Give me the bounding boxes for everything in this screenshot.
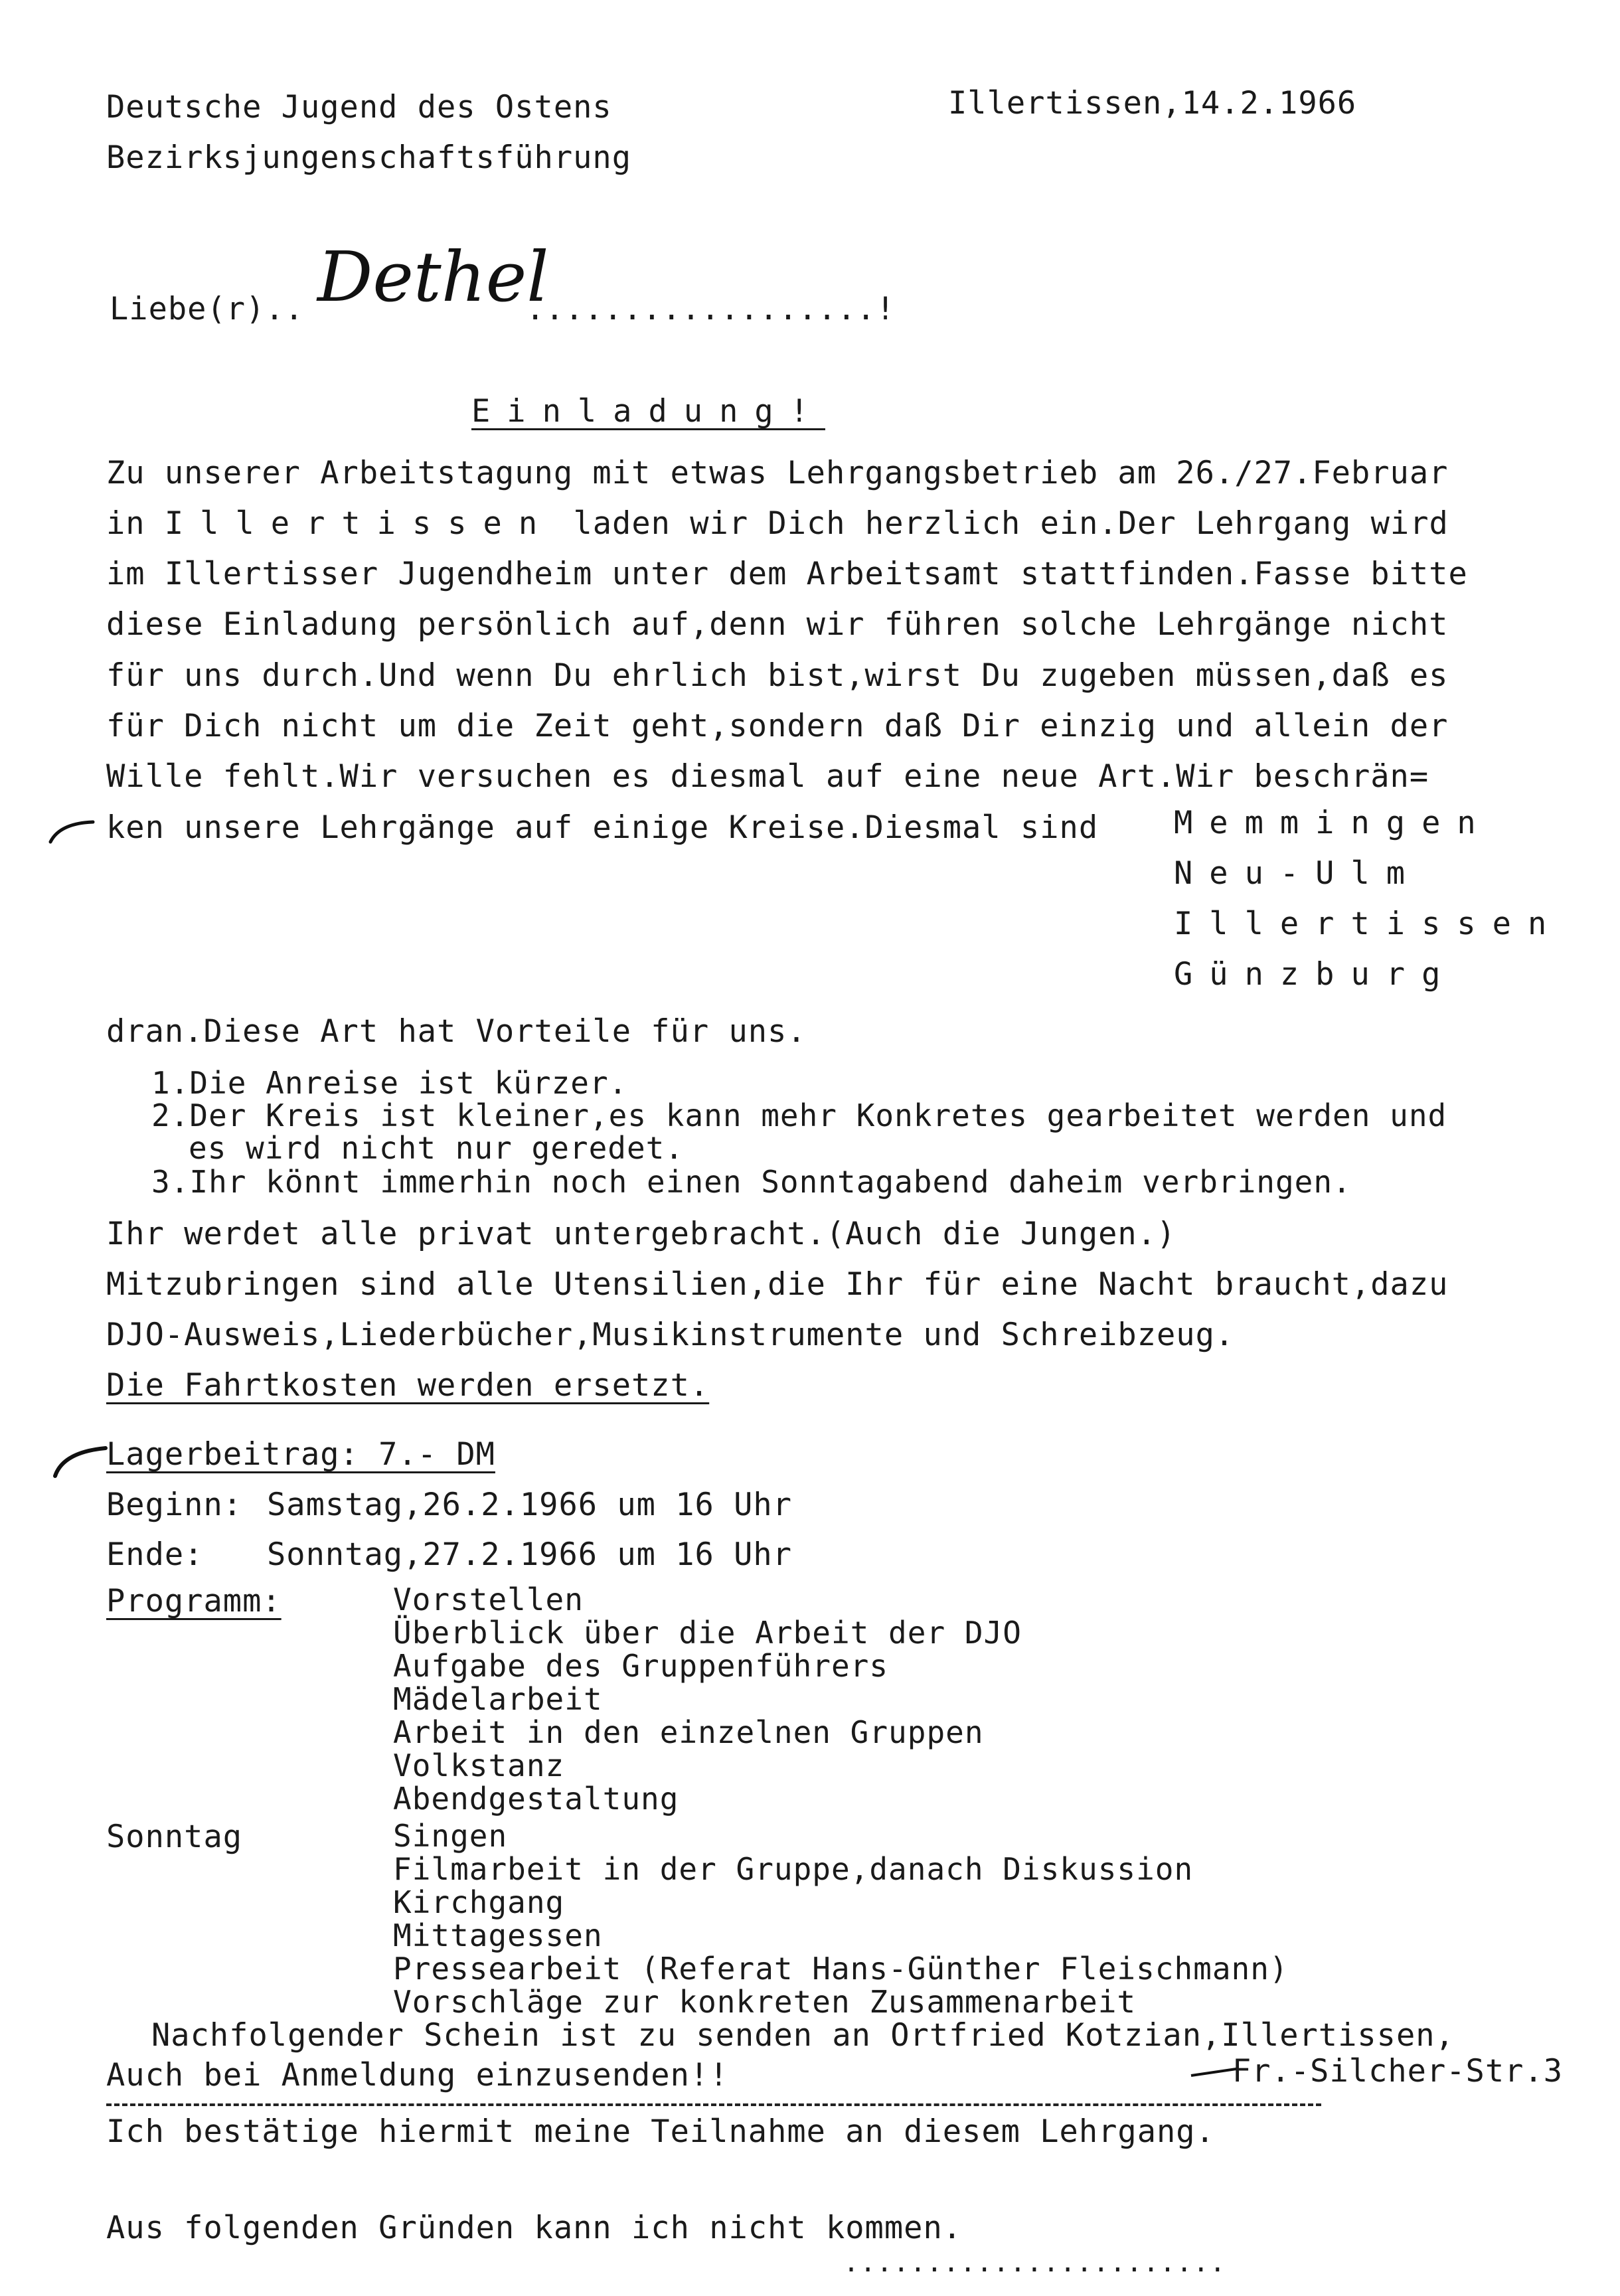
body-line-7: Wille fehlt.Wir versuchen es diesmal auf eine neue Art.Wir beschrän= [106, 758, 1429, 795]
kreis-illertissen: Illertissen [1174, 906, 1564, 942]
margin-pencil-mark [50, 1437, 110, 1484]
programm-item: Abendgestaltung [393, 1781, 679, 1817]
kreis-memmingen: Memmingen [1174, 805, 1493, 841]
programm-label: Programm: [106, 1583, 282, 1619]
vorteil-3: 3.Ihr könnt immerhin noch einen Sonntagabend daheim verbringen. [151, 1164, 1352, 1200]
gruende-dots: ....................... [843, 2248, 1226, 2278]
body-line-8: ken unsere Lehrgänge auf einige Kreise.Diesmal sind [106, 809, 1099, 846]
title-einladung: Einladung! [471, 393, 825, 430]
vorteil-1: 1.Die Anreise ist kürzer. [151, 1065, 628, 1101]
anmeldung-line: Auch bei Anmeldung einzusenden!! [106, 2057, 729, 2093]
body-line-2: in Illertissen laden wir Dich herzlich ein.Der Lehrgang wird [106, 505, 1449, 542]
handwritten-name: Dethel [317, 236, 549, 317]
address-line: Fr.-Silcher-Str.3 [1232, 2053, 1564, 2090]
programm-item: Überblick über die Arbeit der DJO [393, 1615, 1022, 1651]
fahrtkosten-line: Die Fahrtkosten werden ersetzt. [106, 1367, 710, 1404]
kreis-neu-ulm: Neu-Ulm [1174, 855, 1422, 892]
vorteil-2-cont: es wird nicht nur geredet. [189, 1130, 685, 1166]
lagerbeitrag-line: Lagerbeitrag: 7.- DM [106, 1436, 495, 1473]
dran-line: dran.Diese Art hat Vorteile für uns. [106, 1013, 807, 1050]
ende-value: Sonntag,27.2.1966 um 16 Uhr [267, 1536, 793, 1573]
programm-item: Aufgabe des Gruppenführers [393, 1648, 889, 1684]
programm-item: Mittagessen [393, 1918, 603, 1953]
org-line-1: Deutsche Jugend des Ostens [106, 89, 612, 125]
programm-item: Vorschläge zur konkreten Zusammenarbeit [393, 1984, 1137, 2020]
beginn-label: Beginn: [106, 1487, 243, 1523]
beginn-value: Samstag,26.2.1966 um 16 Uhr [267, 1487, 793, 1523]
body-line-5: für uns durch.Und wenn Du ehrlich bist,wirst Du zugeben müssen,daß es [106, 657, 1449, 694]
kreis-guenzburg: Günzburg [1174, 956, 1457, 993]
mitbringen-line-1: Mitzubringen sind alle Utensilien,die Ihr für eine Nacht braucht,dazu [106, 1266, 1449, 1303]
body-line-4: diese Einladung persönlich auf,denn wir führen solche Lehrgänge nicht [106, 606, 1449, 643]
cut-line [106, 2103, 1321, 2106]
programm-item: Vorstellen [393, 1582, 584, 1617]
margin-pencil-mark [46, 810, 100, 850]
strikethrough-mark [1187, 2057, 1240, 2090]
mitbringen-line-2: DJO-Ausweis,Liederbücher,Musikinstrumente und Schreibzeug. [106, 1317, 1235, 1353]
org-line-2: Bezirksjungenschaftsführung [106, 139, 632, 176]
body-line-3: im Illertisser Jugendheim unter dem Arbeitsamt stattfinden.Fasse bitte [106, 556, 1468, 592]
place-date: Illertissen,14.2.1966 [948, 85, 1357, 122]
programm-item: Singen [393, 1818, 508, 1854]
body-line-6: für Dich nicht um die Zeit geht,sondern daß Dir einzig und allein der [106, 708, 1449, 744]
bestaetigung-line: Ich bestätige hiermit meine Teilnahme an diesem Lehrgang. [106, 2113, 1215, 2150]
gruende-line: Aus folgenden Gründen kann ich nicht kommen. [106, 2210, 963, 2246]
programm-item: Pressearbeit (Referat Hans-Günther Fleischmann) [393, 1951, 1289, 1987]
salutation-dots: ..................! [526, 291, 896, 327]
programm-item: Mädelarbeit [393, 1681, 603, 1717]
programm-item: Arbeit in den einzelnen Gruppen [393, 1714, 984, 1750]
body-line-1: Zu unserer Arbeitstagung mit etwas Lehrgangsbetrieb am 26./27.Februar [106, 455, 1449, 491]
programm-item: Filmarbeit in der Gruppe,danach Diskussion [393, 1851, 1194, 1887]
programm-item: Volkstanz [393, 1748, 565, 1783]
programm-item: Kirchgang [393, 1884, 565, 1920]
vorteil-2: 2.Der Kreis ist kleiner,es kann mehr Konkretes gearbeitet werden und [151, 1098, 1447, 1133]
ende-label: Ende: [106, 1536, 204, 1573]
unterbringung-line: Ihr werdet alle privat untergebracht.(Auch die Jungen.) [106, 1216, 1176, 1252]
salutation-prefix: Liebe(r).. [110, 291, 304, 327]
sonntag-label: Sonntag [106, 1819, 243, 1855]
schein-line: Nachfolgender Schein ist zu senden an Ortfried Kotzian,Illertissen, [151, 2017, 1455, 2054]
